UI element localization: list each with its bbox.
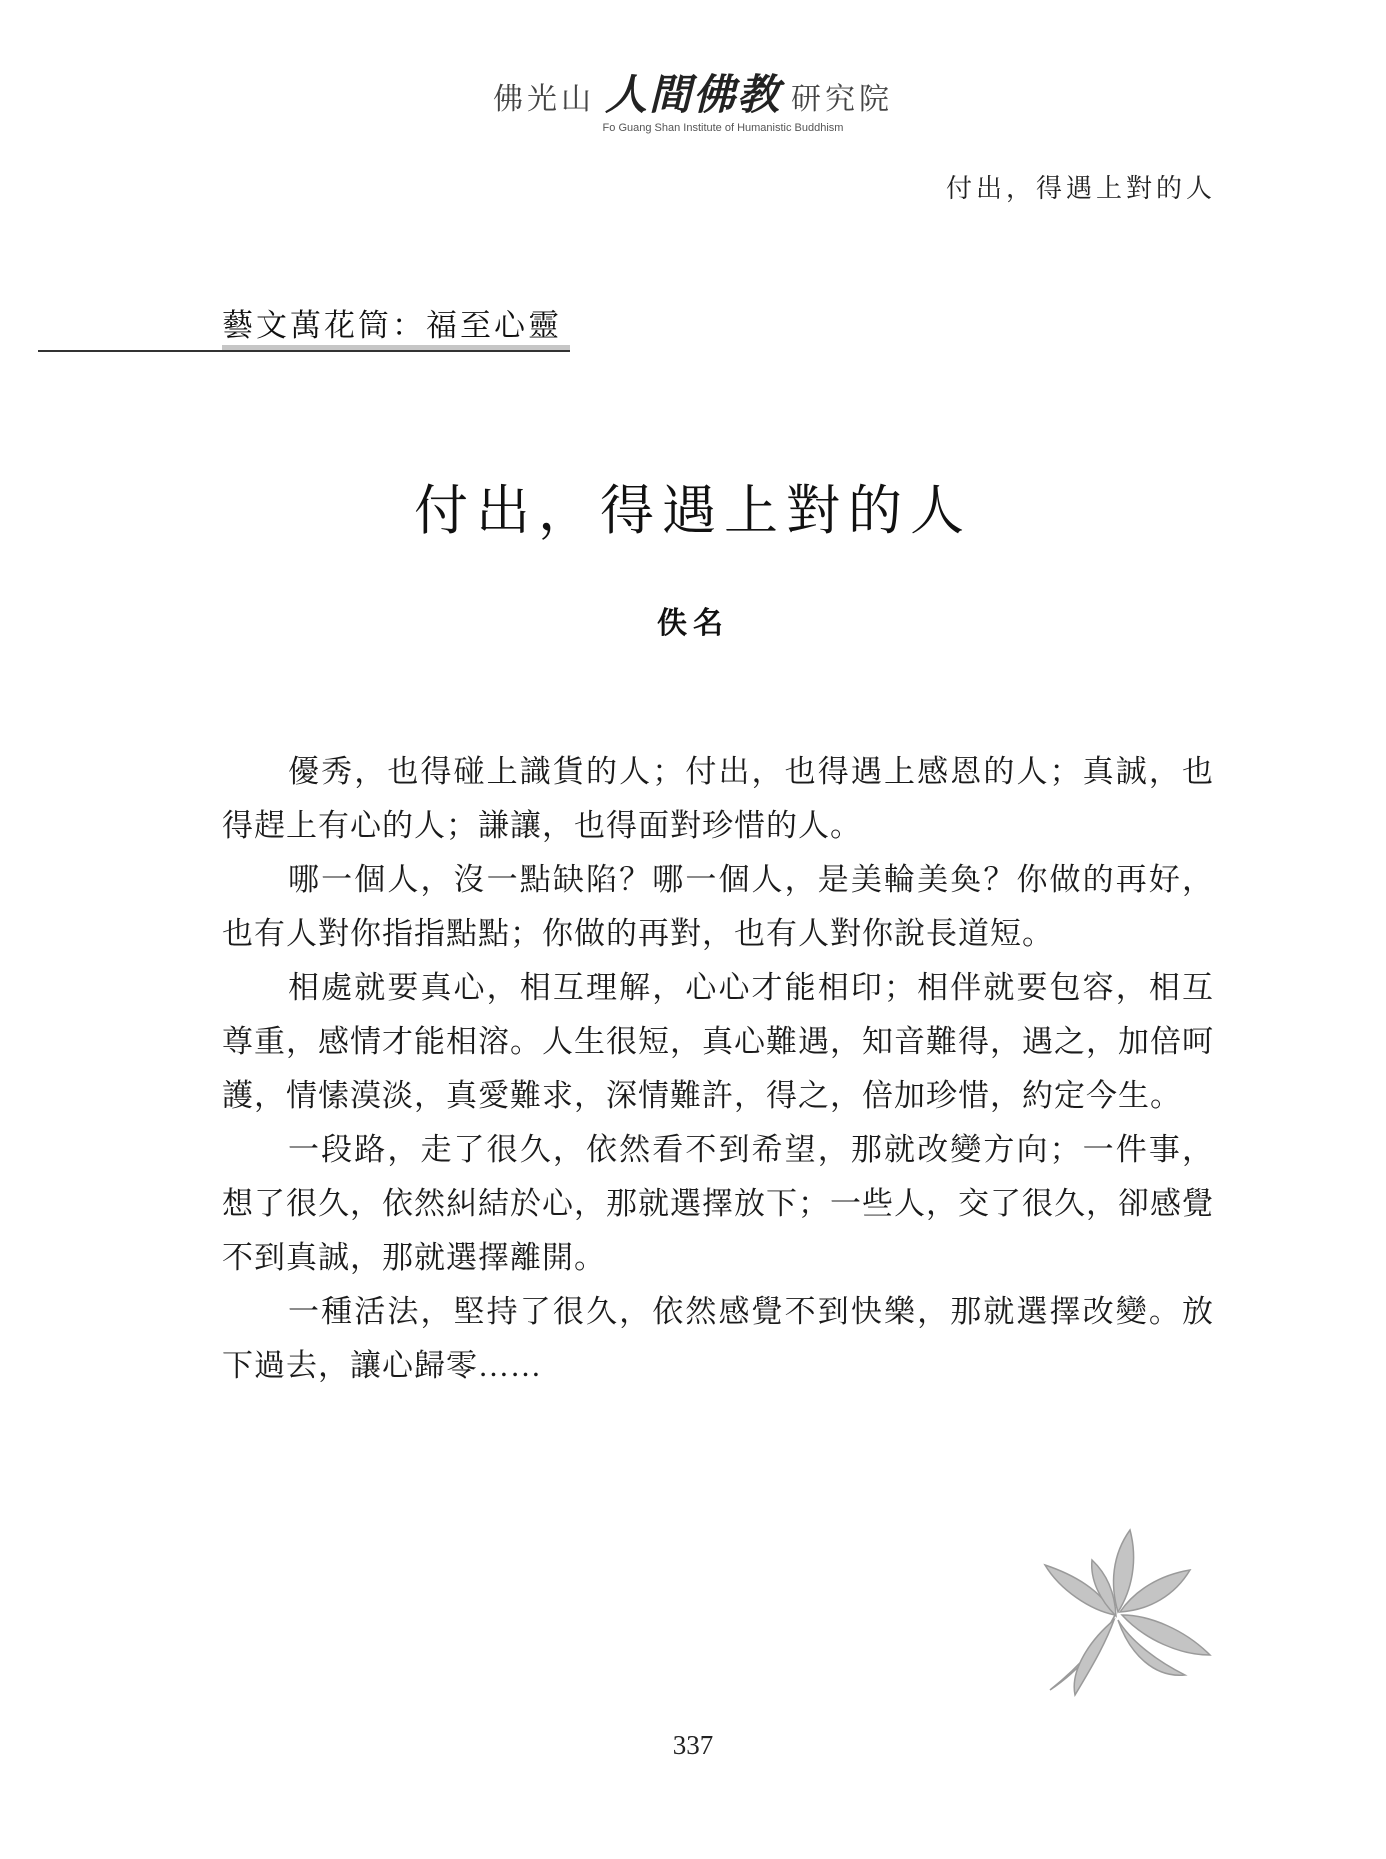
publisher-right-text: 研究院: [791, 82, 893, 117]
paragraph: 一種活法，堅持了很久，依然感覺不到快樂，那就選擇改變。放下過去，讓心歸零……: [222, 1294, 1214, 1383]
publisher-header: [0, 62, 1386, 134]
publisher-name: [0, 62, 1386, 122]
article-author: 佚名: [657, 606, 729, 641]
lotus-icon: [1020, 1520, 1220, 1700]
section-rule: [38, 350, 570, 352]
paragraph: 哪一個人，沒一點缺陷？哪一個人，是美輪美奐？你做的再好，也有人對你指指點點；你做的再對，也有人對你說長道短。: [222, 862, 1214, 951]
publisher-subtitle: Fo Guang Shan Institute of Humanistic Buddhism: [602, 122, 844, 134]
article-body: [222, 745, 1214, 1393]
paragraph: 相處就要真心，相互理解，心心才能相印；相伴就要包容，相互尊重，感情才能相溶。人生很短，真心難遇，知音難得，遇之，加倍呵護，情愫漠淡，真愛難求，深情難許，得之，倍加珍惜，約定今生。: [222, 970, 1214, 1113]
running-title: 付出，得遇上對的人: [945, 174, 1216, 204]
paragraph: 優秀，也得碰上識貨的人；付出，也得遇上感恩的人；真誠，也得趕上有心的人；謙讓，也得面對珍惜的人。: [222, 754, 1214, 843]
section-label: 藝文萬花筒：福至心靈: [222, 308, 562, 344]
paragraph: 一段路，走了很久，依然看不到希望，那就改變方向；一件事，想了很久，依然糾結於心，那就選擇放下；一些人，交了很久，卻感覺不到真誠，那就選擇離開。: [222, 1132, 1214, 1275]
publisher-left-text: 佛光山: [492, 82, 595, 117]
publisher-brand: 人間佛教: [604, 70, 781, 119]
article-title: 付出，得遇上對的人: [414, 479, 972, 542]
page-number: 337: [672, 1730, 714, 1760]
